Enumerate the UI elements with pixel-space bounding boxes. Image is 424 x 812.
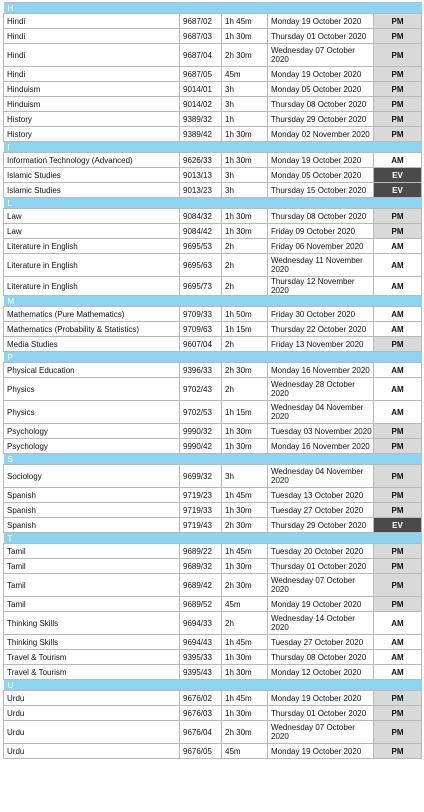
date-cell: Wednesday 14 October 2020 bbox=[268, 612, 374, 635]
section-letter: T bbox=[4, 533, 422, 544]
subject-cell: Spanish bbox=[4, 503, 180, 518]
table-row bbox=[4, 665, 422, 680]
table-row bbox=[4, 424, 422, 439]
subject-cell: Hinduism bbox=[4, 82, 180, 97]
date-cell: Tuesday 27 October 2020 bbox=[268, 635, 374, 650]
subject-cell: Law bbox=[4, 224, 180, 239]
table-row bbox=[4, 153, 422, 168]
session-badge: PM bbox=[374, 503, 422, 518]
duration-cell: 3h bbox=[222, 97, 268, 112]
duration-cell: 1h 30m bbox=[222, 503, 268, 518]
session-badge: AM bbox=[374, 378, 422, 401]
component-code-cell: 9990/32 bbox=[180, 424, 222, 439]
duration-cell: 2h 30m bbox=[222, 574, 268, 597]
date-cell: Tuesday 13 October 2020 bbox=[268, 488, 374, 503]
table-row bbox=[4, 488, 422, 503]
session-badge: EV bbox=[374, 183, 422, 198]
subject-cell: Urdu bbox=[4, 691, 180, 706]
duration-cell: 2h 30m bbox=[222, 518, 268, 533]
subject-cell: Thinking Skills bbox=[4, 635, 180, 650]
subject-cell: Mathematics (Probability & Statistics) bbox=[4, 322, 180, 337]
session-badge: PM bbox=[374, 574, 422, 597]
session-badge: PM bbox=[374, 67, 422, 82]
session-badge: PM bbox=[374, 744, 422, 759]
duration-cell: 1h 30m bbox=[222, 650, 268, 665]
table-row bbox=[4, 168, 422, 183]
table-row bbox=[4, 239, 422, 254]
table-row bbox=[4, 82, 422, 97]
subject-cell: Travel & Tourism bbox=[4, 650, 180, 665]
table-row bbox=[4, 544, 422, 559]
duration-cell: 2h bbox=[222, 612, 268, 635]
date-cell: Thursday 01 October 2020 bbox=[268, 559, 374, 574]
subject-cell: Literature in English bbox=[4, 254, 180, 277]
date-cell: Monday 02 November 2020 bbox=[268, 127, 374, 142]
component-code-cell: 9709/33 bbox=[180, 307, 222, 322]
subject-cell: Hindi bbox=[4, 44, 180, 67]
subject-cell: Literature in English bbox=[4, 239, 180, 254]
component-code-cell: 9084/42 bbox=[180, 224, 222, 239]
table-row bbox=[4, 721, 422, 744]
component-code-cell: 9389/32 bbox=[180, 112, 222, 127]
section-header-row bbox=[4, 680, 422, 691]
session-badge: AM bbox=[374, 254, 422, 277]
session-badge: PM bbox=[374, 97, 422, 112]
subject-cell: Information Technology (Advanced) bbox=[4, 153, 180, 168]
session-badge: PM bbox=[374, 337, 422, 352]
date-cell: Friday 06 November 2020 bbox=[268, 239, 374, 254]
session-badge: AM bbox=[374, 307, 422, 322]
duration-cell: 1h 45m bbox=[222, 544, 268, 559]
subject-cell: Hindi bbox=[4, 14, 180, 29]
component-code-cell: 9689/52 bbox=[180, 597, 222, 612]
component-code-cell: 9395/33 bbox=[180, 650, 222, 665]
session-badge: EV bbox=[374, 518, 422, 533]
component-code-cell: 9014/02 bbox=[180, 97, 222, 112]
duration-cell: 2h bbox=[222, 254, 268, 277]
subject-cell: Physics bbox=[4, 401, 180, 424]
subject-cell: Sociology bbox=[4, 465, 180, 488]
date-cell: Tuesday 27 October 2020 bbox=[268, 503, 374, 518]
session-badge: PM bbox=[374, 597, 422, 612]
table-row bbox=[4, 503, 422, 518]
date-cell: Monday 19 October 2020 bbox=[268, 691, 374, 706]
subject-cell: Spanish bbox=[4, 518, 180, 533]
subject-cell: Physical Education bbox=[4, 363, 180, 378]
duration-cell: 2h bbox=[222, 239, 268, 254]
table-row bbox=[4, 209, 422, 224]
table-row bbox=[4, 706, 422, 721]
date-cell: Monday 19 October 2020 bbox=[268, 67, 374, 82]
component-code-cell: 9689/32 bbox=[180, 559, 222, 574]
table-row bbox=[4, 650, 422, 665]
component-code-cell: 9396/33 bbox=[180, 363, 222, 378]
section-letter: U bbox=[4, 680, 422, 691]
session-badge: AM bbox=[374, 322, 422, 337]
subject-cell: Hinduism bbox=[4, 97, 180, 112]
date-cell: Thursday 08 October 2020 bbox=[268, 209, 374, 224]
duration-cell: 2h 30m bbox=[222, 363, 268, 378]
duration-cell: 1h 30m bbox=[222, 706, 268, 721]
section-letter: M bbox=[4, 296, 422, 307]
session-badge: EV bbox=[374, 168, 422, 183]
subject-cell: Tamil bbox=[4, 544, 180, 559]
component-code-cell: 9702/53 bbox=[180, 401, 222, 424]
session-badge: PM bbox=[374, 209, 422, 224]
subject-cell: Urdu bbox=[4, 721, 180, 744]
subject-cell: Mathematics (Pure Mathematics) bbox=[4, 307, 180, 322]
component-code-cell: 9676/05 bbox=[180, 744, 222, 759]
session-badge: PM bbox=[374, 29, 422, 44]
component-code-cell: 9719/33 bbox=[180, 503, 222, 518]
duration-cell: 1h 45m bbox=[222, 488, 268, 503]
duration-cell: 1h 30m bbox=[222, 127, 268, 142]
table-row bbox=[4, 127, 422, 142]
subject-cell: Urdu bbox=[4, 744, 180, 759]
subject-cell: Psychology bbox=[4, 424, 180, 439]
table-row bbox=[4, 691, 422, 706]
duration-cell: 2h bbox=[222, 277, 268, 296]
duration-cell: 1h 50m bbox=[222, 307, 268, 322]
section-header-row bbox=[4, 142, 422, 153]
table-row bbox=[4, 337, 422, 352]
date-cell: Thursday 01 October 2020 bbox=[268, 706, 374, 721]
table-row bbox=[4, 635, 422, 650]
duration-cell: 3h bbox=[222, 183, 268, 198]
date-cell: Thursday 01 October 2020 bbox=[268, 29, 374, 44]
table-row bbox=[4, 277, 422, 296]
subject-cell: Urdu bbox=[4, 706, 180, 721]
duration-cell: 2h bbox=[222, 337, 268, 352]
date-cell: Thursday 08 October 2020 bbox=[268, 97, 374, 112]
session-badge: PM bbox=[374, 44, 422, 67]
session-badge: PM bbox=[374, 488, 422, 503]
duration-cell: 45m bbox=[222, 597, 268, 612]
date-cell: Monday 19 October 2020 bbox=[268, 744, 374, 759]
date-cell: Monday 19 October 2020 bbox=[268, 14, 374, 29]
table-row bbox=[4, 363, 422, 378]
table-row bbox=[4, 97, 422, 112]
subject-cell: Tamil bbox=[4, 574, 180, 597]
section-header-row bbox=[4, 198, 422, 209]
component-code-cell: 9389/42 bbox=[180, 127, 222, 142]
session-badge: AM bbox=[374, 635, 422, 650]
subject-cell: Physics bbox=[4, 378, 180, 401]
subject-cell: Tamil bbox=[4, 597, 180, 612]
timetable-body bbox=[4, 3, 422, 759]
duration-cell: 1h 45m bbox=[222, 635, 268, 650]
date-cell: Tuesday 20 October 2020 bbox=[268, 544, 374, 559]
component-code-cell: 9719/23 bbox=[180, 488, 222, 503]
component-code-cell: 9709/63 bbox=[180, 322, 222, 337]
table-row bbox=[4, 183, 422, 198]
subject-cell: Hindi bbox=[4, 29, 180, 44]
section-letter: P bbox=[4, 352, 422, 363]
session-badge: AM bbox=[374, 401, 422, 424]
duration-cell: 1h 30m bbox=[222, 153, 268, 168]
date-cell: Friday 09 October 2020 bbox=[268, 224, 374, 239]
session-badge: PM bbox=[374, 14, 422, 29]
session-badge: PM bbox=[374, 224, 422, 239]
duration-cell: 45m bbox=[222, 67, 268, 82]
subject-cell: Literature in English bbox=[4, 277, 180, 296]
component-code-cell: 9013/23 bbox=[180, 183, 222, 198]
component-code-cell: 9719/43 bbox=[180, 518, 222, 533]
section-letter: I bbox=[4, 142, 422, 153]
table-row bbox=[4, 67, 422, 82]
duration-cell: 3h bbox=[222, 465, 268, 488]
component-code-cell: 9702/43 bbox=[180, 378, 222, 401]
table-row bbox=[4, 322, 422, 337]
duration-cell: 1h 15m bbox=[222, 322, 268, 337]
subject-cell: Psychology bbox=[4, 439, 180, 454]
date-cell: Thursday 29 October 2020 bbox=[268, 518, 374, 533]
table-row bbox=[4, 14, 422, 29]
session-badge: AM bbox=[374, 650, 422, 665]
duration-cell: 1h 30m bbox=[222, 424, 268, 439]
session-badge: PM bbox=[374, 127, 422, 142]
session-badge: AM bbox=[374, 239, 422, 254]
duration-cell: 1h 30m bbox=[222, 209, 268, 224]
date-cell: Wednesday 07 October 2020 bbox=[268, 721, 374, 744]
session-badge: PM bbox=[374, 424, 422, 439]
duration-cell: 3h bbox=[222, 82, 268, 97]
table-row bbox=[4, 612, 422, 635]
component-code-cell: 9694/33 bbox=[180, 612, 222, 635]
duration-cell: 3h bbox=[222, 168, 268, 183]
session-badge: AM bbox=[374, 612, 422, 635]
subject-cell: Islamic Studies bbox=[4, 168, 180, 183]
date-cell: Wednesday 04 November 2020 bbox=[268, 401, 374, 424]
date-cell: Wednesday 04 November 2020 bbox=[268, 465, 374, 488]
date-cell: Monday 16 November 2020 bbox=[268, 439, 374, 454]
section-letter: S bbox=[4, 454, 422, 465]
table-row bbox=[4, 112, 422, 127]
section-header-row bbox=[4, 533, 422, 544]
table-row bbox=[4, 307, 422, 322]
date-cell: Thursday 08 October 2020 bbox=[268, 650, 374, 665]
subject-cell: Hindi bbox=[4, 67, 180, 82]
table-row bbox=[4, 518, 422, 533]
date-cell: Thursday 12 November 2020 bbox=[268, 277, 374, 296]
component-code-cell: 9676/03 bbox=[180, 706, 222, 721]
component-code-cell: 9687/03 bbox=[180, 29, 222, 44]
subject-cell: Travel & Tourism bbox=[4, 665, 180, 680]
date-cell: Monday 05 October 2020 bbox=[268, 168, 374, 183]
section-header-row bbox=[4, 454, 422, 465]
date-cell: Wednesday 11 November 2020 bbox=[268, 254, 374, 277]
table-row bbox=[4, 44, 422, 67]
duration-cell: 1h 30m bbox=[222, 224, 268, 239]
component-code-cell: 9687/02 bbox=[180, 14, 222, 29]
table-row bbox=[4, 224, 422, 239]
session-badge: PM bbox=[374, 439, 422, 454]
component-code-cell: 9014/01 bbox=[180, 82, 222, 97]
session-badge: PM bbox=[374, 559, 422, 574]
date-cell: Thursday 22 October 2020 bbox=[268, 322, 374, 337]
section-header-row bbox=[4, 3, 422, 14]
table-row bbox=[4, 378, 422, 401]
component-code-cell: 9990/42 bbox=[180, 439, 222, 454]
duration-cell: 1h 45m bbox=[222, 14, 268, 29]
section-header-row bbox=[4, 352, 422, 363]
exam-timetable bbox=[3, 2, 422, 759]
component-code-cell: 9695/63 bbox=[180, 254, 222, 277]
component-code-cell: 9607/04 bbox=[180, 337, 222, 352]
duration-cell: 2h 30m bbox=[222, 721, 268, 744]
subject-cell: Spanish bbox=[4, 488, 180, 503]
session-badge: PM bbox=[374, 721, 422, 744]
session-badge: AM bbox=[374, 277, 422, 296]
duration-cell: 1h 30m bbox=[222, 439, 268, 454]
component-code-cell: 9695/73 bbox=[180, 277, 222, 296]
date-cell: Tuesday 03 November 2020 bbox=[268, 424, 374, 439]
date-cell: Monday 19 October 2020 bbox=[268, 597, 374, 612]
duration-cell: 45m bbox=[222, 744, 268, 759]
table-row bbox=[4, 744, 422, 759]
subject-cell: Tamil bbox=[4, 559, 180, 574]
date-cell: Friday 30 October 2020 bbox=[268, 307, 374, 322]
subject-cell: History bbox=[4, 127, 180, 142]
component-code-cell: 9084/32 bbox=[180, 209, 222, 224]
section-header-row bbox=[4, 296, 422, 307]
component-code-cell: 9676/02 bbox=[180, 691, 222, 706]
table-row bbox=[4, 401, 422, 424]
session-badge: PM bbox=[374, 544, 422, 559]
component-code-cell: 9626/33 bbox=[180, 153, 222, 168]
session-badge: AM bbox=[374, 153, 422, 168]
component-code-cell: 9689/22 bbox=[180, 544, 222, 559]
component-code-cell: 9395/43 bbox=[180, 665, 222, 680]
duration-cell: 2h bbox=[222, 378, 268, 401]
subject-cell: Media Studies bbox=[4, 337, 180, 352]
table-row bbox=[4, 254, 422, 277]
section-letter: L bbox=[4, 198, 422, 209]
date-cell: Wednesday 07 October 2020 bbox=[268, 44, 374, 67]
date-cell: Monday 16 November 2020 bbox=[268, 363, 374, 378]
subject-cell: Law bbox=[4, 209, 180, 224]
duration-cell: 1h 15m bbox=[222, 401, 268, 424]
date-cell: Thursday 29 October 2020 bbox=[268, 112, 374, 127]
subject-cell: Islamic Studies bbox=[4, 183, 180, 198]
session-badge: PM bbox=[374, 691, 422, 706]
component-code-cell: 9695/53 bbox=[180, 239, 222, 254]
table-row bbox=[4, 465, 422, 488]
session-badge: PM bbox=[374, 706, 422, 721]
session-badge: AM bbox=[374, 363, 422, 378]
session-badge: AM bbox=[374, 665, 422, 680]
duration-cell: 1h 45m bbox=[222, 691, 268, 706]
component-code-cell: 9687/04 bbox=[180, 44, 222, 67]
date-cell: Monday 12 October 2020 bbox=[268, 665, 374, 680]
session-badge: PM bbox=[374, 112, 422, 127]
duration-cell: 1h 30m bbox=[222, 29, 268, 44]
table-row bbox=[4, 574, 422, 597]
table-row bbox=[4, 597, 422, 612]
date-cell: Friday 13 November 2020 bbox=[268, 337, 374, 352]
session-badge: PM bbox=[374, 82, 422, 97]
duration-cell: 1h 30m bbox=[222, 559, 268, 574]
section-letter: H bbox=[4, 3, 422, 14]
duration-cell: 1h 30m bbox=[222, 665, 268, 680]
date-cell: Monday 19 October 2020 bbox=[268, 153, 374, 168]
component-code-cell: 9013/13 bbox=[180, 168, 222, 183]
subject-cell: Thinking Skills bbox=[4, 612, 180, 635]
date-cell: Wednesday 07 October 2020 bbox=[268, 574, 374, 597]
session-badge: PM bbox=[374, 465, 422, 488]
date-cell: Wednesday 28 October 2020 bbox=[268, 378, 374, 401]
duration-cell: 1h bbox=[222, 112, 268, 127]
component-code-cell: 9699/32 bbox=[180, 465, 222, 488]
date-cell: Thursday 15 October 2020 bbox=[268, 183, 374, 198]
date-cell: Monday 05 October 2020 bbox=[268, 82, 374, 97]
component-code-cell: 9689/42 bbox=[180, 574, 222, 597]
table-row bbox=[4, 439, 422, 454]
component-code-cell: 9687/05 bbox=[180, 67, 222, 82]
table-row bbox=[4, 559, 422, 574]
table-row bbox=[4, 29, 422, 44]
component-code-cell: 9676/04 bbox=[180, 721, 222, 744]
component-code-cell: 9694/43 bbox=[180, 635, 222, 650]
duration-cell: 2h 30m bbox=[222, 44, 268, 67]
subject-cell: History bbox=[4, 112, 180, 127]
